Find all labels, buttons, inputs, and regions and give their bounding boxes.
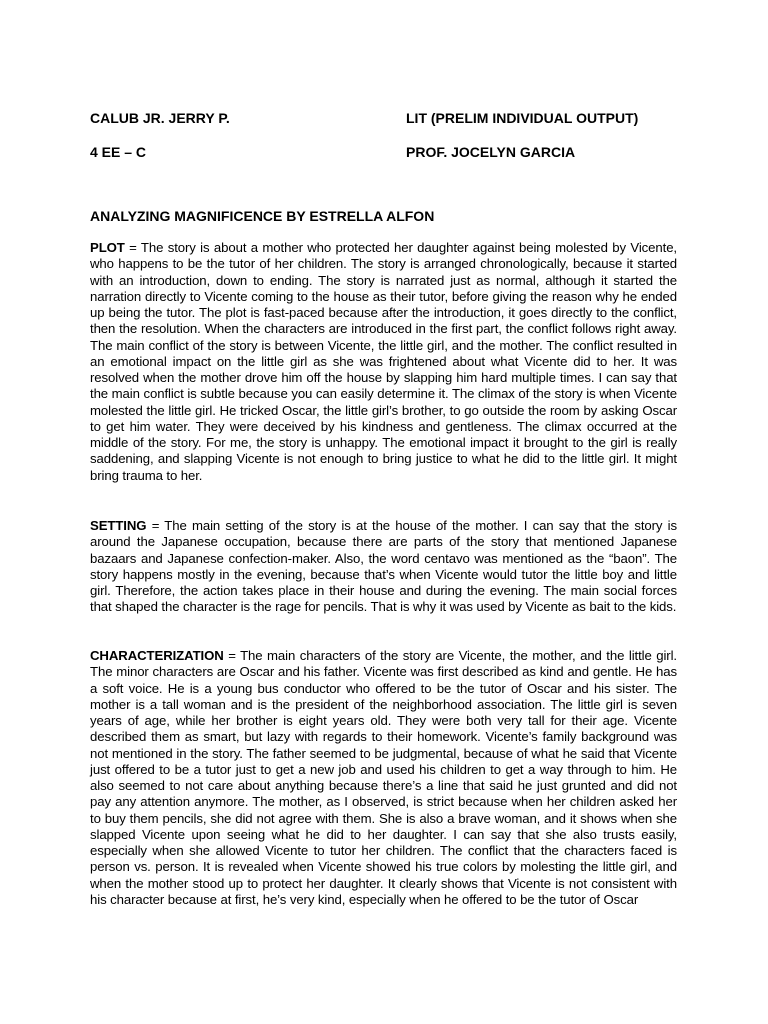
setting-text: = The main setting of the story is at the house of the mother. I can say that the story is around the Japanese occupation, because there are parts of the story that mentioned Japanese bazaars and Japanese confection-maker. Also, the word centavo was mentioned as the “baon”. The story happens mostly in the evening, because that’s when Vicente would tutor the little boy and little girl. Therefore, the action takes place in their house and during the evening. The main social forces that shaped the character is the rage for pencils. That is why it was used by Vicente as bait to the kids. <box>90 518 677 615</box>
characterization-label: CHARACTERIZATION <box>90 648 224 663</box>
setting-paragraph <box>90 518 677 616</box>
student-section: 4 EE – C <box>90 144 147 160</box>
characterization-text: = The main characters of the story are Vicente, the mother, and the little girl. The minor characters are Oscar and his father. Vicente was first described as kind and gentle. He has a soft voice. He is a young bus conductor who offered to be the tutor of Oscar and his sister. The mother is a tall woman and is the president of the neighborhood association. The little girl is seven years of age, while her brother is eight years old. They were both very tall for their age. Vicente described them as smart, but lazy with regards to their homework. Vicente’s family background was not mentioned in the story. The father seemed to be judgmental, because of what he said that Vicente just offered to be a tutor just to get a new job and used his children to get a way through to him. He also seemed to not care about anything because there’s a line that said he just grunted and did not pay any attention anymore. The mother, as I observed, is strict because when her children asked her to buy them pencils, she did not agree with them. She is also a brave woman, and it shows when she slapped Vicente upon seeing what he did to her daughter. I can say that she also trusts easily, especially when she allowed Vicente to tutor her children. The conflict that the characters faced is person vs. person. It is revealed when Vicente showed his true colors by molesting the little girl, and when the mother stood up to protect her daughter. It clearly shows that Vicente is not consistent with his character because at first, he’s very kind, especially when he offered to be the tutor of Oscar <box>90 648 677 907</box>
professor-name: PROF. JOCELYN GARCIA <box>406 144 576 160</box>
plot-paragraph <box>90 240 677 484</box>
course-title: LIT (PRELIM INDIVIDUAL OUTPUT) <box>406 110 639 126</box>
setting-label: SETTING <box>90 518 147 533</box>
student-name: CALUB JR. JERRY P. <box>90 110 230 126</box>
document-title: ANALYZING MAGNIFICENCE BY ESTRELLA ALFON <box>90 208 435 224</box>
plot-label: PLOT <box>90 240 125 255</box>
plot-text: = The story is about a mother who protected her daughter against being molested by Vicente, who happens to be the tutor of her children. The story is arranged chronologically, because it started with an introduction, down to ending. The story is narrated just as normal, although it started the narration directly to Vicente coming to the house as their tutor, before giving the reason why he ended up being the tutor. The plot is fast-paced because after the introduction, it goes directly to the conflict, then the resolution. When the characters are introduced in the first part, the conflict follows right away. The main conflict of the story is between Vicente, the little girl, and the mother. The conflict resulted in an emotional impact on the little girl as she was frightened about what Vicente did to her. It was resolved when the mother drove him off the house by slapping him hard multiple times. I can say that the main conflict is subtle because you can easily determine it. The climax of the story is when Vicente molested the little girl. He tricked Oscar, the little girl’s brother, to go outside the room by asking Oscar to get him water. They were deceived by his kindness and gentleness. The climax occurred at the middle of the story. For me, the story is unhappy. The emotional impact it brought to the girl is really saddening, and slapping Vicente is not enough to bring justice to what he did to the little girl. It might bring trauma to her. <box>90 240 677 483</box>
characterization-paragraph <box>90 648 677 908</box>
